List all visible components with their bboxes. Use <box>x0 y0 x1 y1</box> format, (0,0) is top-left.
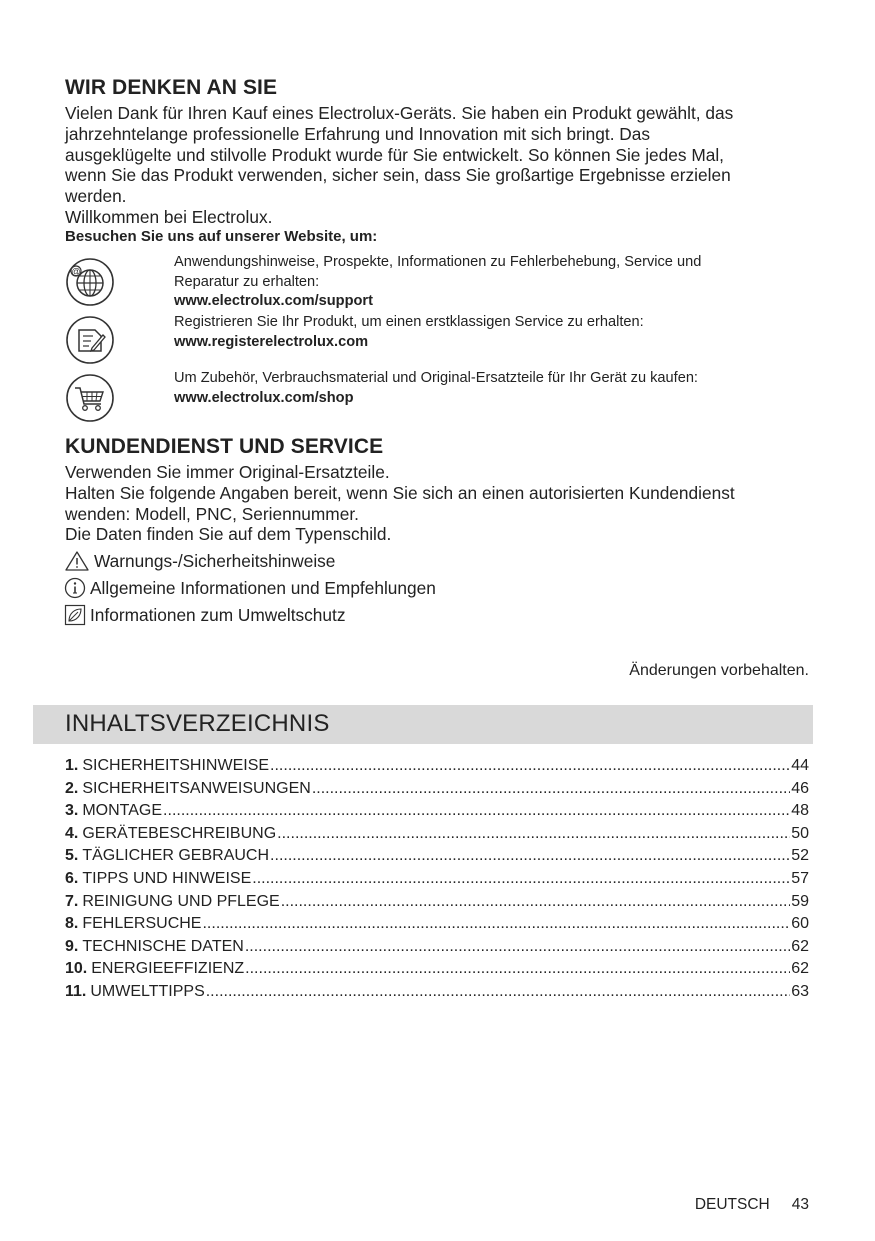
toc-entry-page: 62 <box>791 937 809 955</box>
toc-entry-number: 2. <box>65 779 79 797</box>
table-of-contents <box>65 757 809 1006</box>
toc-entry-label: TECHNISCHE DATEN <box>82 937 244 955</box>
intro-heading: WIR DENKEN AN SIE <box>65 76 278 99</box>
globe-web-icon <box>65 257 115 307</box>
service-line: Halten Sie folgende Angaben bereit, wenn Sie sich an einen autorisierten Kundendienst <box>65 482 735 503</box>
service-heading: KUNDENDIENST UND SERVICE <box>65 435 384 458</box>
register-link[interactable]: www.registerelectrolux.com <box>174 333 369 350</box>
svg-text:@: @ <box>71 266 81 277</box>
toc-entry-page: 44 <box>791 757 809 774</box>
toc-leader-dots <box>270 847 790 865</box>
toc-entry-label: TÄGLICHER GEBRAUCH <box>82 847 270 865</box>
toc-leader-dots <box>245 960 790 978</box>
shopping-cart-icon <box>65 373 115 423</box>
intro-line: jahrzehntelange professionelle Erfahrung und Innovation mit sich bringt. Das <box>65 123 651 144</box>
toc-leader-dots <box>206 983 790 1001</box>
toc-entry-number: 8. <box>65 915 79 933</box>
toc-entry-number: 6. <box>65 869 79 887</box>
intro-paragraph <box>65 103 815 228</box>
toc-entry[interactable] <box>65 983 809 1006</box>
toc-entry[interactable] <box>65 960 809 983</box>
website-support-text <box>174 253 804 312</box>
website-desc-line: Reparatur zu erhalten: <box>174 273 320 290</box>
toc-entry-label: ENERGIEEFFIZIENZ <box>91 960 245 978</box>
register-document-icon <box>65 315 115 365</box>
legend-label: Informationen zum Umweltschutz <box>90 605 346 625</box>
toc-entry[interactable] <box>65 938 809 961</box>
toc-entry-page: 46 <box>791 779 809 797</box>
toc-leader-dots <box>245 938 790 956</box>
toc-entry[interactable] <box>65 780 809 803</box>
toc-entry[interactable] <box>65 870 809 893</box>
footer-page-number: 43 <box>791 1196 809 1213</box>
toc-entry[interactable] <box>65 915 809 938</box>
intro-line: Vielen Dank für Ihren Kauf eines Electrolux-Geräts. Sie haben ein Produkt gewählt, das <box>65 103 734 123</box>
toc-entry-label: GERÄTEBESCHREIBUNG <box>82 824 277 842</box>
toc-entry-label: SICHERHEITSHINWEISE <box>82 757 270 774</box>
toc-entry-label: FEHLERSUCHE <box>82 915 202 933</box>
intro-line: werden. <box>65 186 127 207</box>
visit-website-label: Besuchen Sie uns auf unserer Website, um: <box>65 228 378 245</box>
service-line: Die Daten finden Sie auf dem Typenschild. <box>65 524 392 545</box>
warning-triangle-icon <box>64 550 90 572</box>
toc-leader-dots <box>277 825 790 843</box>
footer-language: DEUTSCH <box>694 1196 770 1213</box>
toc-entry[interactable] <box>65 757 809 780</box>
website-desc-line: Registrieren Sie Ihr Produkt, um einen erstklassigen Service zu erhalten: <box>174 314 644 330</box>
toc-leader-dots <box>163 802 790 820</box>
website-shop-text <box>174 369 804 408</box>
toc-entry-page: 50 <box>791 824 809 842</box>
service-paragraph <box>65 462 815 545</box>
toc-entry-page: 63 <box>791 982 809 1000</box>
toc-entry[interactable] <box>65 847 809 870</box>
legend-environment <box>64 603 345 627</box>
toc-entry-number: 9. <box>65 937 79 955</box>
toc-entry-page: 60 <box>791 915 809 933</box>
toc-entry-number: 10. <box>65 960 88 978</box>
toc-entry-page: 52 <box>791 847 809 865</box>
intro-line: ausgeklügelte und stilvolle Produkt wurde für Sie entwickelt. So können Sie jedes Mal, <box>65 144 724 165</box>
page-footer <box>695 1196 809 1214</box>
website-desc-line: Um Zubehör, Verbrauchsmaterial und Original-Ersatzteile für Ihr Gerät zu kaufen: <box>174 370 698 386</box>
toc-entry-page: 62 <box>791 960 809 978</box>
toc-entry-number: 3. <box>65 802 79 820</box>
toc-leader-dots <box>252 870 790 888</box>
toc-entry[interactable] <box>65 802 809 825</box>
legend-label: Warnungs-/Sicherheitshinweise <box>94 551 336 571</box>
toc-entry-page: 59 <box>791 892 809 910</box>
changes-reserved-note: Änderungen vorbehalten. <box>629 662 809 679</box>
welcome-text: Willkommen bei Electrolux. <box>65 206 273 227</box>
toc-entry-page: 48 <box>791 802 809 820</box>
toc-entry[interactable] <box>65 825 809 848</box>
toc-entry-number: 4. <box>65 824 79 842</box>
toc-entry-label: REINIGUNG UND PFLEGE <box>82 892 280 910</box>
toc-entry[interactable] <box>65 893 809 916</box>
toc-header-bar <box>33 705 813 744</box>
environment-leaf-icon <box>64 604 86 626</box>
intro-line: wenn Sie das Produkt verwenden, sicher sein, dass Sie großartige Ergebnisse erzielen <box>65 165 731 186</box>
shop-link[interactable]: www.electrolux.com/shop <box>174 389 354 406</box>
toc-entry-number: 11. <box>65 982 87 1000</box>
toc-entry-number: 1. <box>65 757 79 774</box>
service-line: Verwenden Sie immer Original-Ersatzteile. <box>65 462 390 482</box>
toc-leader-dots <box>202 915 790 933</box>
website-register-text <box>174 313 804 352</box>
toc-entry-label: MONTAGE <box>82 802 163 820</box>
toc-leader-dots <box>312 780 790 798</box>
legend-label: Allgemeine Informationen und Empfehlungen <box>90 578 436 598</box>
website-desc-line: Anwendungshinweise, Prospekte, Informationen zu Fehlerbehebung, Service und <box>174 254 702 270</box>
toc-entry-label: UMWELTTIPPS <box>90 982 205 1000</box>
support-link[interactable]: www.electrolux.com/support <box>174 293 373 309</box>
toc-entry-label: SICHERHEITSANWEISUNGEN <box>82 779 311 797</box>
toc-leader-dots <box>281 893 791 911</box>
toc-entry-number: 7. <box>65 892 79 910</box>
legend-warning <box>64 549 335 573</box>
service-line: wenden: Modell, PNC, Seriennummer. <box>65 503 359 524</box>
toc-leader-dots <box>270 757 790 775</box>
legend-info <box>64 576 436 600</box>
toc-entry-number: 5. <box>65 847 79 865</box>
toc-entry-label: TIPPS UND HINWEISE <box>82 869 252 887</box>
toc-entry-page: 57 <box>791 869 809 887</box>
toc-title: INHALTSVERZEICHNIS <box>65 710 330 737</box>
info-circle-icon <box>64 577 86 599</box>
